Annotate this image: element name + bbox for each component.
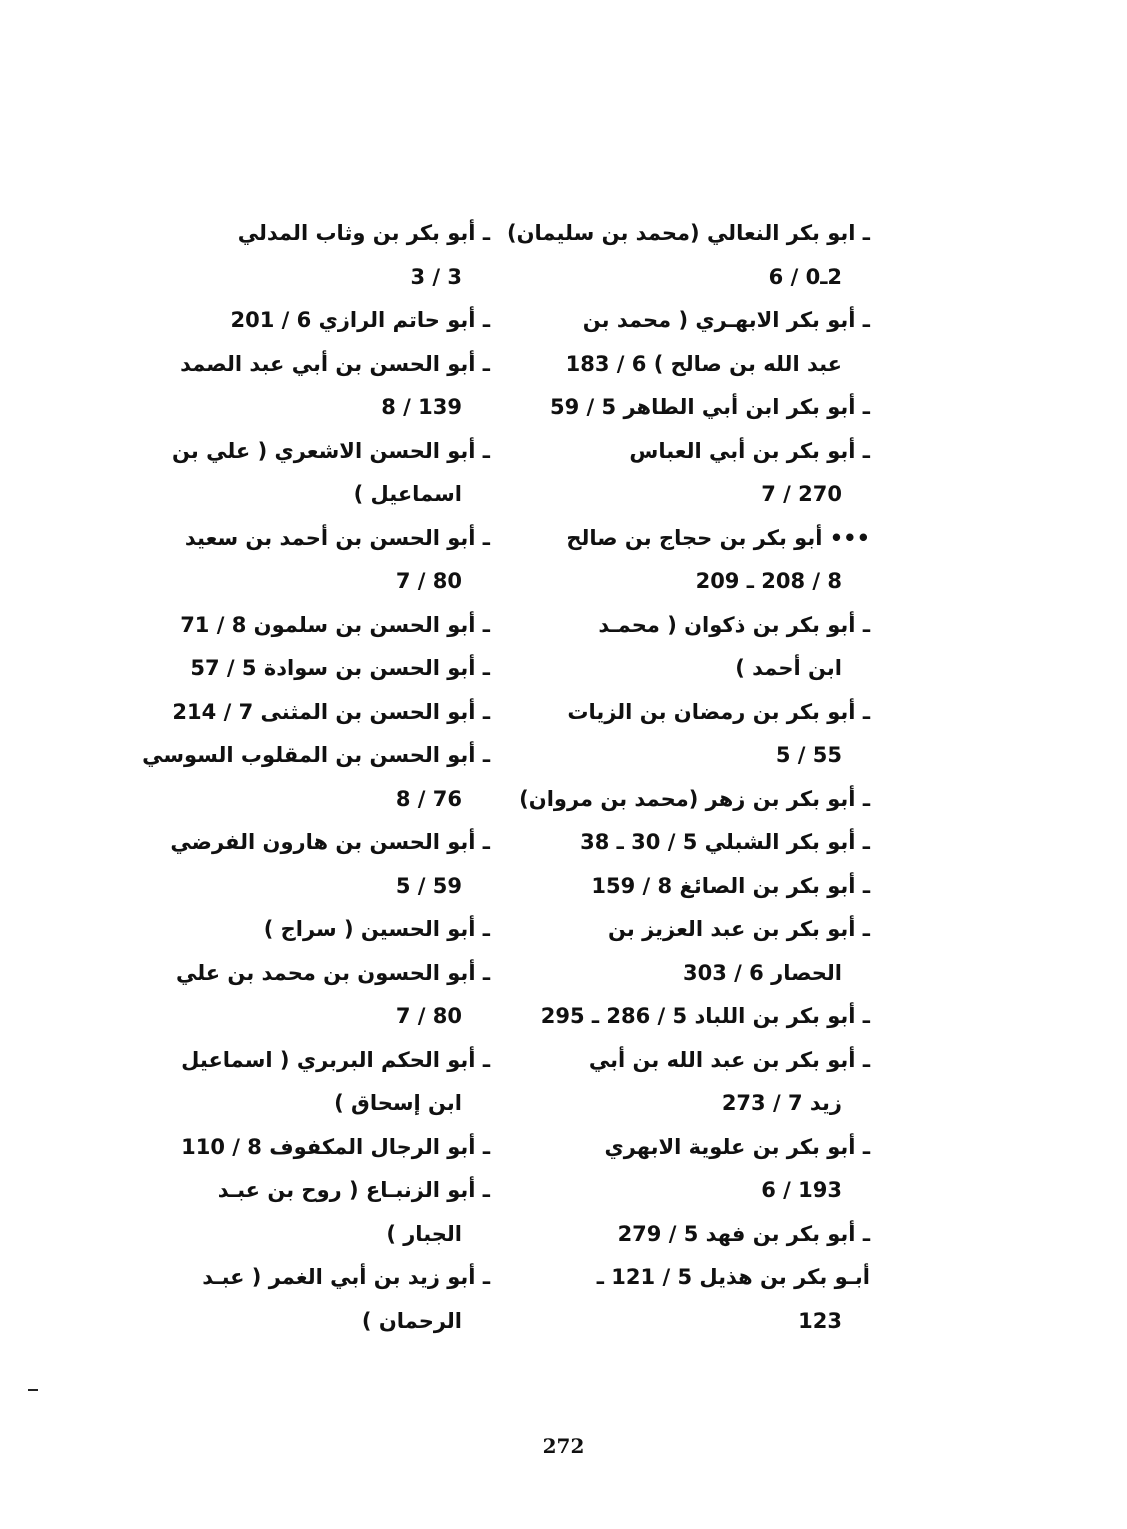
entry-heading-line: ـ أبو بكر بن عبد الله بن أبي	[588, 1047, 870, 1072]
entry-heading-line: ـ أبو بكر الابهـري ( محمد بن	[582, 308, 870, 332]
entry-heading-line: ـ أبو الحكم البربري ( اسماعيل	[181, 1047, 490, 1072]
index-entry	[530, 386, 870, 430]
index-entry	[150, 821, 490, 908]
entry-continuation-line: 8 / 208 ـ 209	[695, 569, 842, 593]
index-entry	[530, 908, 870, 995]
index-entry	[150, 604, 490, 648]
entry-heading-line: ـ أبو حاتم الرازي 6 / 201	[230, 308, 490, 332]
entry-heading-line: ـ أبو بكر بن الصائغ 8 / 159	[591, 873, 870, 898]
index-entry	[150, 212, 490, 299]
index-entry	[150, 299, 490, 343]
index-entry	[530, 1126, 870, 1213]
entry-continuation-line: 139 / 8	[381, 395, 462, 419]
index-entry	[507, 212, 870, 299]
index-entry	[142, 734, 490, 821]
entry-continuation-line: الرحمان )	[361, 1308, 462, 1333]
entry-heading-line: ـ أبو بكر بن أبي العباس	[629, 438, 870, 463]
entry-heading-line: ـ أبو الحسون بن محمد بن علي	[175, 960, 490, 985]
index-entry	[530, 995, 870, 1039]
entry-continuation-line: 2ـ0 / 6	[768, 264, 842, 289]
entry-heading-line: ـ أبو بكر بن علوية الابهري	[604, 1134, 870, 1159]
entry-continuation-line: زيد 7 / 273	[721, 1091, 842, 1115]
index-entry	[150, 517, 490, 604]
entry-continuation-line: 3 / 3	[410, 264, 462, 289]
index-entry	[530, 604, 870, 691]
index-entry	[530, 1213, 870, 1257]
index-entry	[530, 1256, 870, 1343]
index-entry	[530, 1039, 870, 1126]
index-entry	[150, 1169, 490, 1256]
entry-continuation-line: الحصار 6 / 303	[683, 960, 842, 985]
entry-heading-line: ـ أبو بكر بن عبد العزيز بن	[607, 917, 870, 941]
entry-heading-line: ••• أبو بكر بن حجاج بن صالح	[566, 525, 870, 550]
index-entry	[150, 430, 490, 517]
entry-heading-line: ـ أبو بكر بن رمضان بن الزيات	[567, 699, 870, 724]
index-entry	[150, 908, 490, 952]
entry-heading-line: ـ أبو بكر بن وثاب المدلي	[237, 221, 490, 245]
entry-continuation-line: 55 / 5	[775, 743, 842, 767]
margin-mark	[28, 1389, 38, 1391]
entry-heading-line: ـ أبو زيد بن أبي الغمر ( عبـد	[202, 1265, 490, 1289]
entry-continuation-line: اسماعيل )	[353, 482, 462, 506]
entry-heading-line: ـ أبو بكر ابن أبي الطاهر 5 / 59	[550, 395, 870, 419]
index-entry	[530, 517, 870, 604]
entry-heading-line: أبـو بكر بن هذيل 5 / 121 ـ	[596, 1265, 870, 1289]
entry-heading-line: ـ أبو الحسن بن سوادة 5 / 57	[190, 656, 490, 680]
entry-heading-line: ـ أبو الزنبـاع ( روح بن عبـد	[217, 1178, 490, 1202]
entry-heading-line: ـ أبو بكر بن زهر (محمد بن مروان)	[519, 786, 870, 811]
index-entry	[530, 430, 870, 517]
entry-heading-line: ـ أبو الحسن بن سلمون 8 / 71	[180, 612, 490, 637]
index-entry	[150, 1126, 490, 1170]
entry-continuation-line: 59 / 5	[395, 873, 462, 898]
entry-continuation-line: 76 / 8	[395, 786, 462, 811]
index-entry	[530, 821, 870, 865]
entry-continuation-line: عبد الله بن صالح ) 6 / 183	[565, 351, 842, 376]
index-entry	[150, 647, 490, 691]
entry-continuation-line: 80 / 7	[395, 569, 462, 593]
entry-continuation-line: ابن أحمد )	[735, 656, 842, 680]
entry-continuation-line: الجبار )	[386, 1221, 462, 1246]
index-entry	[150, 952, 490, 1039]
entry-heading-line: ـ أبو الحسن بن هارون الفرضي	[170, 830, 490, 854]
entry-continuation-line: 123	[798, 1308, 842, 1333]
entry-heading-line: ـ أبو بكر بن ذكوان ( محمـد	[598, 612, 870, 637]
index-column-left	[142, 212, 490, 1343]
index-entry	[519, 778, 870, 822]
entry-continuation-line: 270 / 7	[761, 482, 842, 506]
index-entry	[530, 691, 870, 778]
entry-continuation-line: 193 / 6	[761, 1178, 842, 1202]
page-number: 272	[542, 1434, 585, 1458]
entry-heading-line: ـ أبو الحسن الاشعري ( علي بن	[172, 438, 490, 463]
entry-heading-line: ـ أبو الحسين ( سراج )	[263, 917, 490, 941]
entry-heading-line: ـ أبو الرجال المكفوف 8 / 110	[181, 1134, 490, 1159]
index-entry	[150, 1256, 490, 1343]
entry-heading-line: ـ أبو الحسن بن أبي عبد الصمد	[180, 351, 490, 376]
entry-heading-line: ـ أبو الحسن بن المثنى 7 / 214	[172, 699, 490, 724]
index-entry	[150, 1039, 490, 1126]
entry-heading-line: ـ أبو بكر الشبلي 5 / 30 ـ 38	[580, 830, 870, 854]
index-column-right	[507, 212, 870, 1343]
index-entry	[530, 299, 870, 386]
entry-heading-line: ـ أبو الحسن بن أحمد بن سعيد	[184, 525, 490, 550]
entry-continuation-line: 80 / 7	[395, 1004, 462, 1028]
index-entry	[150, 343, 490, 430]
entry-heading-line: ـ أبو بكر بن فهد 5 / 279	[617, 1221, 870, 1246]
entry-continuation-line: ابن إسحاق )	[334, 1091, 462, 1115]
entry-heading-line: ـ ابو بكر النعالي (محمد بن سليمان)	[507, 221, 870, 245]
index-entry	[150, 691, 490, 735]
index-entry	[530, 865, 870, 909]
entry-heading-line: ـ أبو بكر بن اللباد 5 / 286 ـ 295	[540, 1004, 870, 1028]
entry-heading-line: ـ أبو الحسن بن المقلوب السوسي	[142, 743, 490, 767]
